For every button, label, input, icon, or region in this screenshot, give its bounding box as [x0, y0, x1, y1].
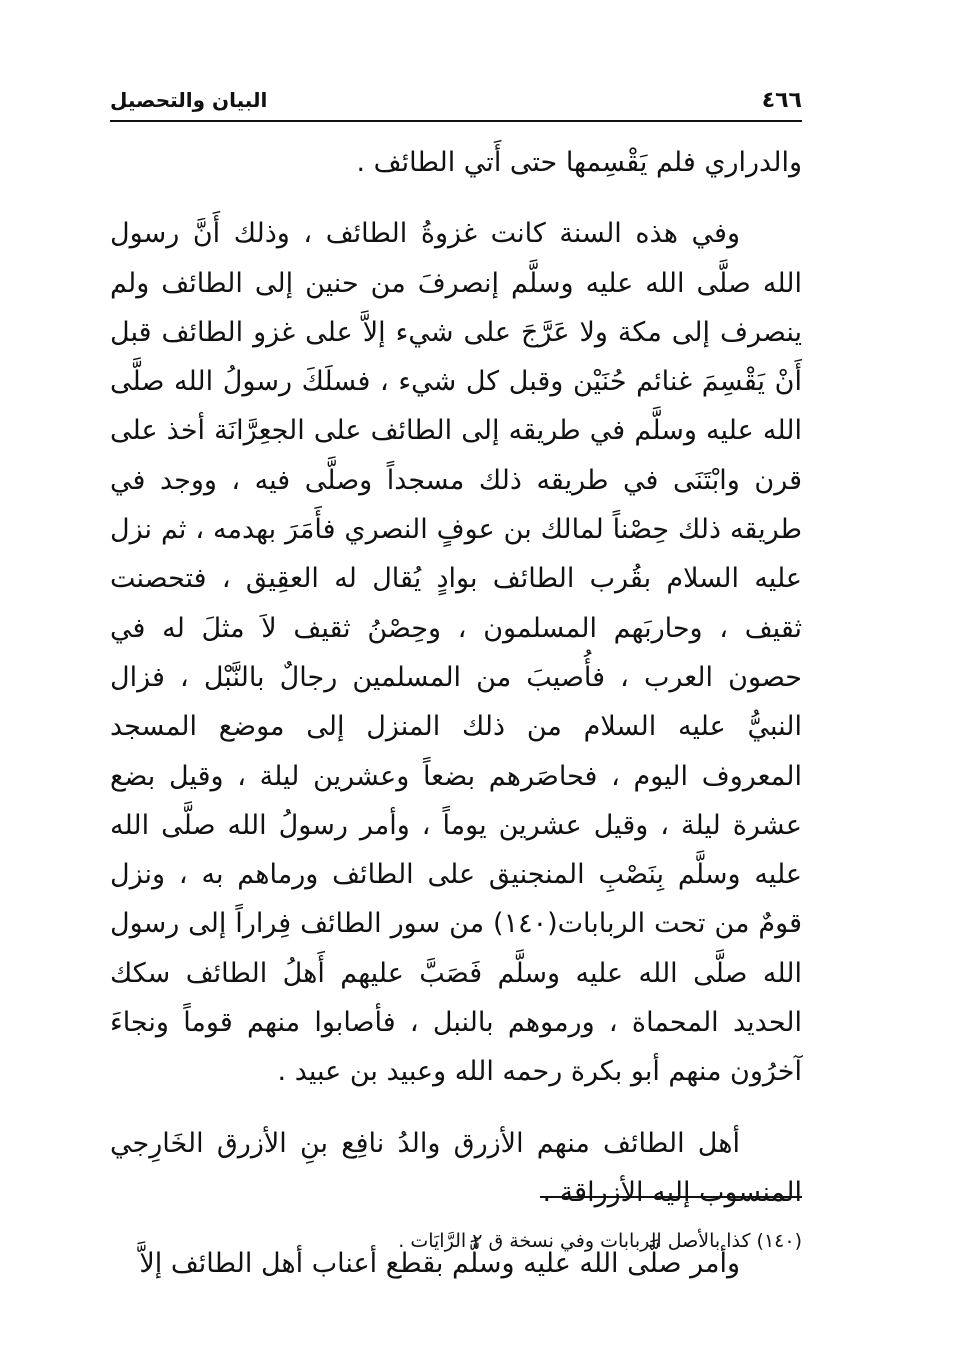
- footnote-separator: [540, 1196, 802, 1198]
- main-text: [110, 138, 802, 1311]
- paragraph-grapes: وأمر صلَّى الله عليه وسلَّم بقطع أعناب أهل الطائف إلاَّ: [139, 1248, 740, 1280]
- paragraph-continuation: والدراري فلم يَقْسِمها حتى أَتي الطائف .: [356, 147, 802, 178]
- footnote-140: (١٤٠) كذا بالأصل الربابات وفي نسخة ق ٢ الرَّايَات .: [398, 1230, 802, 1252]
- paragraph-azraq: أهل الطائف منهم الأزرق والدُ نافِع بنِ الأزرق الخَارِجي المنسوب إليه الأزراقة .: [110, 1127, 802, 1208]
- page-header: [110, 84, 802, 122]
- running-title: البيان والتحصيل: [110, 88, 268, 112]
- paragraph-taif-campaign: وفي هذه السنة كانت غزوةُ الطائف ، وذلك أَنَّ رسول الله صلَّى الله عليه وسلَّم إنصرفَ من حنين إلى الطائف ولم ينصرف إلى مكة ولا عَرَّجَ على شيء إلاَّ على غزو الطائف قبل أَنْ يَقْسِمَ غنائم حُنَيْن وقبل كل شيء ، فسلَكَ رسولُ الله صلَّى الله عليه وسلَّم في طريقه إلى الطائف على الجعِرَّانَة أخذ على قرن وابْتَنَى في طريقه ذلك مسجداً وصلَّى فيه ، ووجد في طريقه ذلك حِصْناً لمالك بن عوفٍ النصري فأَمَرَ بهدمه ، ثم نزل عليه السلام بقُرب الطائف بوادٍ يُقال له العقِيق ، فتحصنت ثقيف ، وحاربَهم المسلمون ، وحِصْنُ ثقيف لاَ مثلَ له في حصون العرب ، فأُصيبَ من المسلمين رجالٌ بالنَّبْل ، فزال النبيُّ عليه السلام من ذلك المنزل إلى موضع المسجد المعروف اليوم ، فحاصَرهم بضعاً وعشرين ليلة ، وقيل بضع عشرة ليلة ، وقيل عشرين يوماً ، وأمر رسولُ الله صلَّى الله عليه وسلَّم بِنَصْبِ المنجنيق على الطائف ورماهم به ، ونزل قومٌ من تحت الربابات(١٤٠) من سور الطائف فِراراً إلى رسول الله صلَّى الله عليه وسلَّم فَصَبَّ عليهم أَهلُ الطائف سكك الحديد المحماة ، ورموهم بالنبل ، فأصابوا منهم قوماً ونجاءَ آخرُون منهم أبو بكرة رحمه الله وعبيد بن عبيد .: [110, 218, 802, 1088]
- page-number: ٤٦٦: [761, 88, 802, 113]
